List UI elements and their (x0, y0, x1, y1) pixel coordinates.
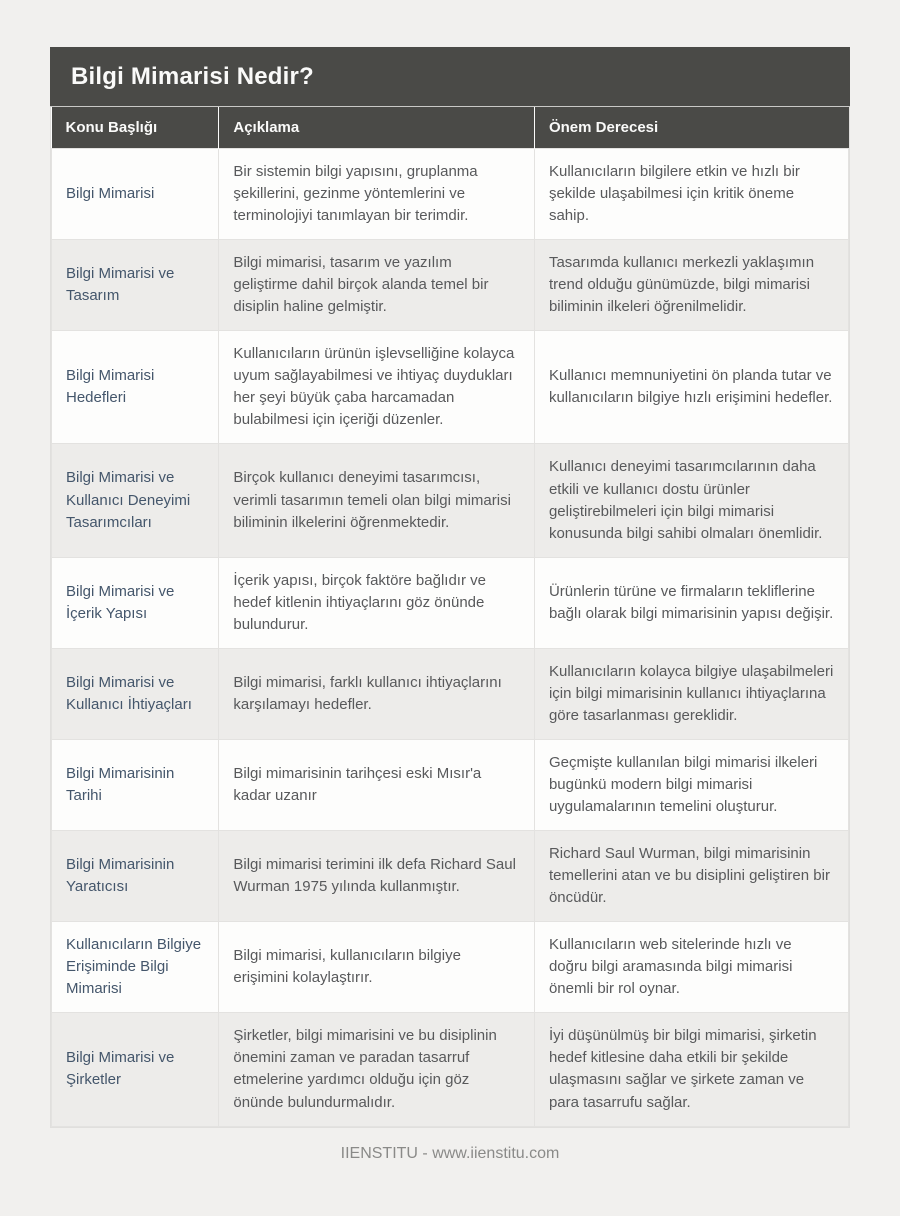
topic-cell: Bilgi Mimarisinin Tarihi (52, 739, 219, 830)
column-header-topic: Konu Başlığı (52, 107, 219, 149)
description-cell: Bir sistemin bilgi yapısını, gruplanma şekillerini, gezinme yöntemlerini ve terminolojiyi tanımlayan bir terimdir. (219, 149, 535, 240)
table-row (52, 1013, 849, 1126)
importance-cell: Richard Saul Wurman, bilgi mimarisinin temellerini atan ve bu disiplini geliştiren bir öncüdür. (534, 831, 848, 922)
topic-cell: Bilgi Mimarisi ve Kullanıcı Deneyimi Tasarımcıları (52, 444, 219, 557)
importance-cell: Kullanıcı memnuniyetini ön planda tutar ve kullanıcıların bilgiye hızlı erişimini hedefler. (534, 331, 848, 444)
description-cell: İçerik yapısı, birçok faktöre bağlıdır ve hedef kitlenin ihtiyaçlarını göz önünde bulundurur. (219, 557, 535, 648)
table-row (52, 149, 849, 240)
description-cell: Bilgi mimarisi, kullanıcıların bilgiye erişimini kolaylaştırır. (219, 922, 535, 1013)
info-table-card (50, 47, 850, 1128)
topic-cell: Bilgi Mimarisi ve Şirketler (52, 1013, 219, 1126)
footer-text: IIENSTITU - www.iienstitu.com (340, 1144, 560, 1162)
footer (50, 1145, 850, 1163)
description-cell: Kullanıcıların ürünün işlevselliğine kolayca uyum sağlayabilmesi ve ihtiyaç duydukları her şeyi büyük çaba harcamadan bulabilmesi için içeriği düzenler. (219, 331, 535, 444)
importance-cell: Kullanıcıların kolayca bilgiye ulaşabilmeleri için bilgi mimarisinin kullanıcı ihtiyaçlarına göre tasarlanması gereklidir. (534, 648, 848, 739)
importance-cell: Tasarımda kullanıcı merkezli yaklaşımın trend olduğu günümüzde, bilgi mimarisi biliminin ilkeleri öğrenilmelidir. (534, 240, 848, 331)
topic-cell: Bilgi Mimarisinin Yaratıcısı (52, 831, 219, 922)
table-row (52, 557, 849, 648)
topic-cell: Kullanıcıların Bilgiye Erişiminde Bilgi Mimarisi (52, 922, 219, 1013)
description-cell: Bilgi mimarisi, farklı kullanıcı ihtiyaçlarını karşılamayı hedefler. (219, 648, 535, 739)
importance-cell: Kullanıcıların web sitelerinde hızlı ve doğru bilgi aramasında bilgi mimarisi önemli bir rol oynar. (534, 922, 848, 1013)
title-bar (50, 47, 850, 107)
importance-cell: Kullanıcı deneyimi tasarımcılarının daha etkili ve kullanıcı dostu ürünler geliştirebilmeleri için bilgi mimarisi konusunda bilgi sahibi olmaları önemlidir. (534, 444, 848, 557)
importance-cell: Kullanıcıların bilgilere etkin ve hızlı bir şekilde ulaşabilmesi için kritik öneme sahip. (534, 149, 848, 240)
topic-cell: Bilgi Mimarisi ve Tasarım (52, 240, 219, 331)
table-row (52, 922, 849, 1013)
table-row (52, 739, 849, 830)
table-header (52, 107, 849, 149)
table-row (52, 331, 849, 444)
page (50, 0, 850, 1163)
topic-cell: Bilgi Mimarisi ve İçerik Yapısı (52, 557, 219, 648)
description-cell: Bilgi mimarisi, tasarım ve yazılım geliştirme dahil birçok alanda temel bir disiplin haline gelmiştir. (219, 240, 535, 331)
topic-cell: Bilgi Mimarisi ve Kullanıcı İhtiyaçları (52, 648, 219, 739)
description-cell: Bilgi mimarisi terimini ilk defa Richard Saul Wurman 1975 yılında kullanmıştır. (219, 831, 535, 922)
importance-cell: Ürünlerin türüne ve firmaların tekliflerine bağlı olarak bilgi mimarisinin yapısı değişir. (534, 557, 848, 648)
table-row (52, 648, 849, 739)
topic-cell: Bilgi Mimarisi Hedefleri (52, 331, 219, 444)
column-header-importance: Önem Derecesi (534, 107, 848, 149)
topic-cell: Bilgi Mimarisi (52, 149, 219, 240)
page-title: Bilgi Mimarisi Nedir? (71, 63, 314, 90)
info-table (51, 107, 849, 1127)
description-cell: Şirketler, bilgi mimarisini ve bu disiplinin önemini zaman ve paradan tasarruf etmelerine yardımcı olduğu için göz önünde bulundurmalıdır. (219, 1013, 535, 1126)
table-row (52, 444, 849, 557)
importance-cell: Geçmişte kullanılan bilgi mimarisi ilkeleri bugünkü modern bilgi mimarisi uygulamalarının temelini oluşturur. (534, 739, 848, 830)
table-row (52, 831, 849, 922)
description-cell: Bilgi mimarisinin tarihçesi eski Mısır'a kadar uzanır (219, 739, 535, 830)
table-header-row (52, 107, 849, 149)
description-cell: Birçok kullanıcı deneyimi tasarımcısı, verimli tasarımın temeli olan bilgi mimarisi biliminin ilkelerini öğrenmektedir. (219, 444, 535, 557)
column-header-description: Açıklama (219, 107, 535, 149)
table-row (52, 240, 849, 331)
table-body (52, 149, 849, 1127)
importance-cell: İyi düşünülmüş bir bilgi mimarisi, şirketin hedef kitlesine daha etkili bir şekilde ulaşmasını sağlar ve şirkete zaman ve para tasarrufu sağlar. (534, 1013, 848, 1126)
